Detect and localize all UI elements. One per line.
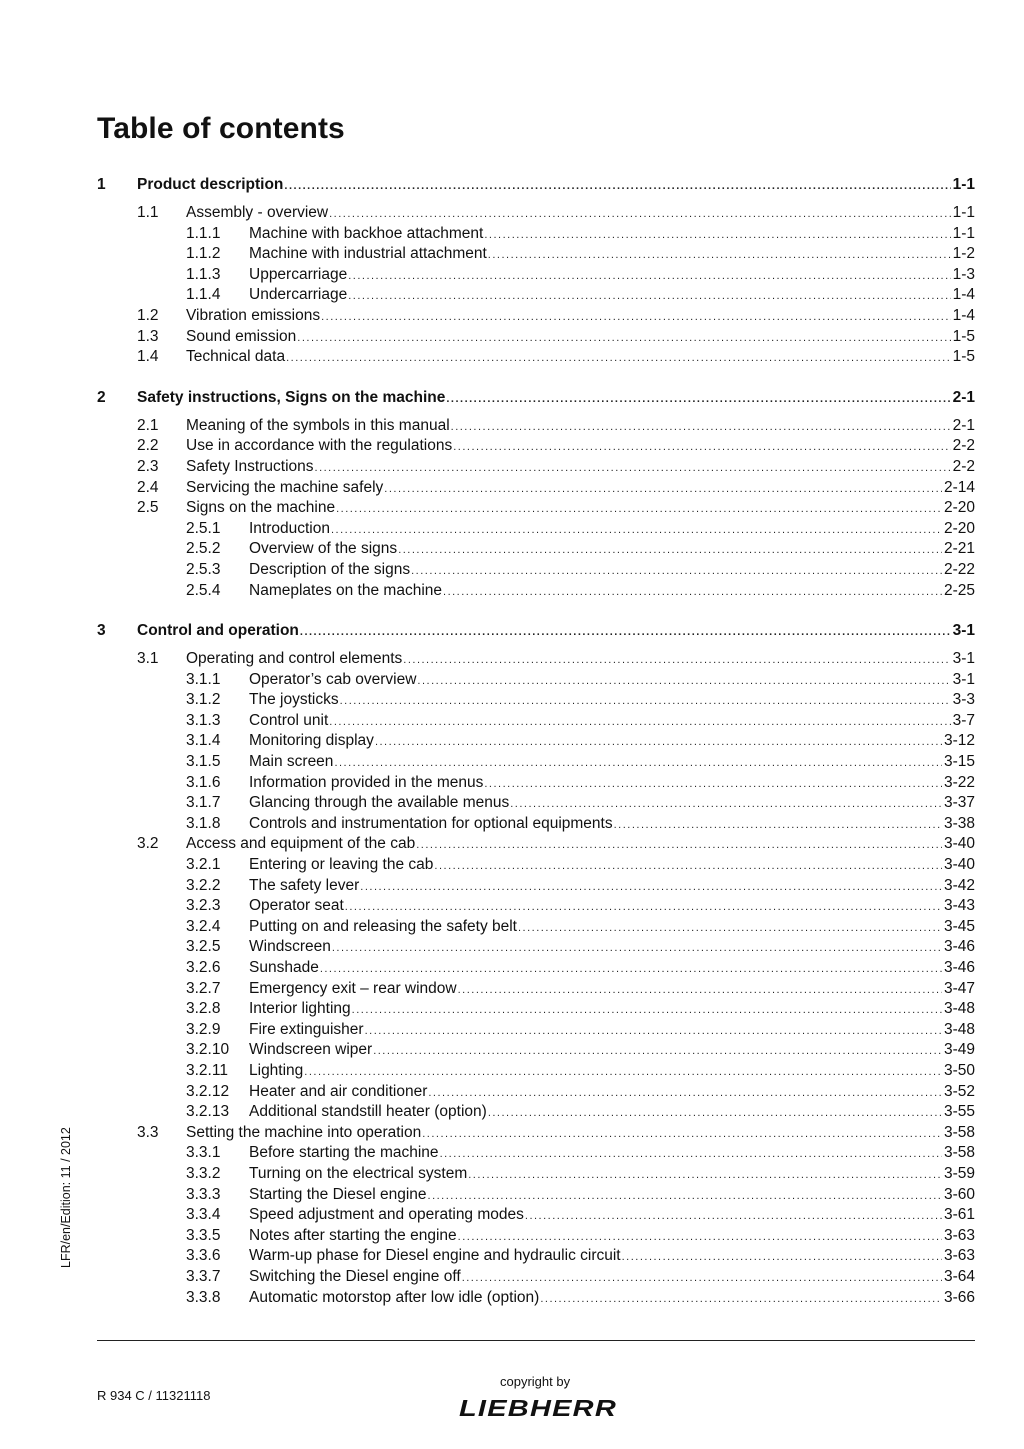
toc-dot-leader: [320, 963, 942, 975]
toc-dot-leader: [510, 798, 942, 810]
toc-page-number: 3-3: [952, 691, 975, 709]
toc-dot-leader: [403, 654, 950, 666]
toc-dot-leader: [340, 695, 951, 707]
toc-entry-row[interactable]: [97, 1206, 975, 1227]
toc-entry-number: 3.3.5: [186, 1226, 221, 1244]
liebherr-logo-text: LIEBHERR: [459, 1397, 617, 1419]
toc-entry-row[interactable]: [97, 225, 975, 246]
toc-page-number: 3-64: [943, 1267, 975, 1285]
toc-page-number: 2-20: [943, 519, 975, 537]
toc-entry-title: Fire extinguisher: [249, 1020, 364, 1038]
toc-entry-row[interactable]: [97, 794, 975, 815]
toc-entry-number: 3.1: [137, 650, 159, 668]
toc-entry-row[interactable]: [97, 1186, 975, 1207]
toc-dot-leader: [434, 860, 942, 872]
toc-entry-number: 3.3.3: [186, 1185, 221, 1203]
toc-entry-title: Warm-up phase for Diesel engine and hydraulic circuit: [249, 1247, 621, 1265]
toc-entry-number: 3.2.4: [186, 917, 221, 935]
toc-dot-leader: [384, 483, 942, 495]
toc-entry-title: Safety instructions, Signs on the machine: [137, 388, 446, 406]
toc-entry-title: Assembly - overview: [186, 204, 329, 221]
toc-entry-row[interactable]: [97, 540, 975, 561]
toc-dot-leader: [453, 441, 950, 453]
toc-page-number: 3-50: [943, 1061, 975, 1079]
toc-page-number: 3-1: [952, 650, 975, 668]
toc-dot-leader: [446, 393, 950, 405]
toc-dot-leader: [300, 626, 951, 638]
toc-entry-number: 3.2.2: [186, 876, 221, 894]
toc-entry-number: 3.2.5: [186, 938, 221, 956]
toc-entry-row[interactable]: [97, 1227, 975, 1248]
toc-entry-row[interactable]: [97, 561, 975, 582]
toc-entry-row[interactable]: [97, 980, 975, 1001]
toc-entry-number: 1.3: [137, 327, 159, 345]
toc-entry-number: 1.2: [137, 306, 159, 324]
toc-entry-number: 3.3.2: [186, 1164, 221, 1182]
toc-page-number: 1-5: [952, 327, 975, 345]
toc-page-number: 2-1: [952, 416, 975, 434]
toc-entry-title: Sound emission: [186, 327, 297, 345]
toc-entry-title: Machine with backhoe attachment: [249, 224, 484, 242]
toc-page-number: 3-48: [943, 1020, 975, 1038]
toc-entry-number: 3.3.7: [186, 1267, 221, 1285]
toc-entry-number: 3.1.1: [186, 670, 221, 688]
toc-dot-leader: [422, 1128, 942, 1140]
toc-entry-number: 1.4: [137, 348, 159, 366]
toc-page-number: 3-22: [943, 773, 975, 791]
toc-entry-number: 3.2.10: [186, 1041, 230, 1059]
toc-entry-number: 3.2.12: [186, 1082, 230, 1100]
toc-page-number: 3-7: [952, 711, 975, 729]
toc-dot-leader: [321, 311, 950, 323]
toc-entry-number: 2.5.4: [186, 581, 221, 599]
toc-entry-number: 3.1.4: [186, 732, 221, 750]
toc-entry-number: 1.1.3: [186, 265, 221, 283]
toc-entry-row[interactable]: [97, 307, 975, 328]
toc-entry-number: 2.5.2: [186, 540, 221, 558]
toc-dot-leader: [484, 778, 942, 790]
toc-entry-title: Interior lighting: [249, 1000, 351, 1018]
toc-entry-number: 2.4: [137, 478, 159, 496]
liebherr-logo: [458, 1397, 618, 1419]
toc-page-number: 3-46: [943, 959, 975, 976]
toc-entry-number: 3.1.8: [186, 814, 221, 832]
toc-entry-row[interactable]: [97, 959, 975, 980]
toc-entry-number: 3.1.2: [186, 691, 221, 709]
toc-page-number: 1-1: [952, 224, 975, 242]
toc-page-number: 3-59: [943, 1164, 975, 1182]
toc-entry-title: Before starting the machine: [249, 1144, 439, 1162]
toc-entry-title: Main screen: [249, 753, 334, 771]
toc-entry-title: Uppercarriage: [249, 265, 348, 283]
toc-entry-title: Operating and control elements: [186, 650, 403, 668]
toc-entry-title: Emergency exit – rear window: [249, 979, 457, 997]
toc-dot-leader: [373, 1045, 942, 1057]
toc-entry-number: 3.1.3: [186, 711, 221, 729]
toc-dot-leader: [411, 565, 942, 577]
toc-dot-leader: [525, 1210, 942, 1222]
document-id: R 934 C / 11321118: [97, 1388, 211, 1403]
toc-entry-row[interactable]: [97, 835, 975, 856]
toc-entry-row[interactable]: [97, 479, 975, 500]
toc-entry-row[interactable]: [97, 1268, 975, 1289]
toc-entry-number: 3.3.1: [186, 1144, 221, 1162]
page-title: Table of contents: [97, 112, 345, 145]
toc-dot-leader: [462, 1272, 942, 1284]
toc-entry-row[interactable]: [97, 1289, 975, 1310]
toc-dot-leader: [416, 839, 942, 851]
toc-entry-row[interactable]: [97, 712, 975, 733]
toc-chapter-row[interactable]: [97, 389, 975, 409]
toc-dot-leader: [417, 675, 950, 687]
toc-entry-title: Control and operation: [137, 622, 299, 640]
toc-dot-leader: [518, 922, 942, 934]
toc-entry-title: Notes after starting the engine: [249, 1226, 457, 1244]
toc-page-number: 3-58: [943, 1144, 975, 1162]
toc-dot-leader: [352, 1004, 942, 1016]
toc-entry-row[interactable]: [97, 856, 975, 877]
toc-entry-row[interactable]: [97, 918, 975, 939]
toc-entry-title: Windscreen wiper: [249, 1041, 373, 1059]
toc-page-number: 3-45: [943, 917, 975, 935]
toc-entry-number: 3.2.8: [186, 1000, 221, 1018]
toc-entry-number: 3.3: [137, 1123, 159, 1141]
toc-entry-title: Meaning of the symbols in this manual: [186, 416, 450, 434]
toc-chapter-row[interactable]: [97, 622, 975, 642]
toc-entry-number: 3.3.4: [186, 1206, 221, 1224]
toc-page-number: 3-61: [943, 1206, 975, 1224]
toc-dot-leader: [334, 757, 942, 769]
toc-page-number: 1-4: [952, 306, 975, 324]
toc-page-number: 3-48: [943, 1000, 975, 1018]
toc-entry-number: 3.3.8: [186, 1288, 221, 1306]
toc-page-number: 3-38: [943, 814, 975, 832]
footer-divider: [97, 1340, 975, 1341]
toc-entry-title: Undercarriage: [249, 286, 348, 304]
toc-dot-leader: [365, 1025, 942, 1037]
toc-entry-title: Glancing through the available menus: [249, 794, 510, 812]
toc-page-number: 3-49: [943, 1041, 975, 1059]
toc-entry-row[interactable]: [97, 1041, 975, 1062]
toc-entry-row[interactable]: [97, 691, 975, 712]
toc-dot-leader: [484, 229, 950, 241]
toc-entry-number: 1.1: [137, 204, 159, 221]
toc-entry-row[interactable]: [97, 328, 975, 349]
toc-entry-number: 2.5.1: [186, 519, 221, 537]
toc-page-number: 2-22: [943, 560, 975, 578]
toc-entry-title: Overview of the signs: [249, 540, 398, 558]
toc-entry-row[interactable]: [97, 1083, 975, 1104]
toc-entry-row[interactable]: [97, 582, 975, 603]
toc-entry-row[interactable]: [97, 1124, 975, 1145]
toc-entry-title: Access and equipment of the cab: [186, 835, 416, 853]
toc-page-number: 3-42: [943, 876, 975, 894]
toc-page-number: 3-46: [943, 938, 975, 956]
toc-entry-row[interactable]: [97, 815, 975, 836]
toc-dot-leader: [622, 1251, 942, 1263]
toc-entry-row[interactable]: [97, 1062, 975, 1083]
toc-page-number: 3-37: [943, 794, 975, 812]
toc-dot-leader: [614, 819, 942, 831]
toc-page-number: 1-1: [952, 176, 975, 193]
toc-page-number: 3-58: [943, 1123, 975, 1141]
toc-entry-title: Operator seat: [249, 897, 344, 915]
toc-entry-row[interactable]: [97, 753, 975, 774]
toc-entry-title: Sunshade: [249, 959, 319, 976]
toc-entry-number: 2.5: [137, 499, 159, 517]
toc-entry-title: Automatic motorstop after low idle (option): [249, 1288, 540, 1306]
toc-page-number: 1-2: [952, 245, 975, 263]
toc-dot-leader: [345, 901, 942, 913]
toc-dot-leader: [329, 716, 950, 728]
toc-entry-number: 3.2.3: [186, 897, 221, 915]
toc-entry-title: Control unit: [249, 711, 329, 729]
toc-entry-title: Setting the machine into operation: [186, 1123, 422, 1141]
toc-page-number: 2-20: [943, 499, 975, 517]
toc-page-number: 3-1: [952, 622, 975, 640]
toc-entry-title: Windscreen: [249, 938, 331, 956]
toc-entry-title: Monitoring display: [249, 732, 374, 750]
toc-page-number: 2-14: [943, 478, 975, 496]
toc-entry-title: Turning on the electrical system: [249, 1164, 468, 1182]
toc-dot-leader: [440, 1148, 942, 1160]
toc-dot-leader: [360, 881, 942, 893]
toc-entry-title: The safety lever: [249, 876, 360, 894]
toc-entry-number: 1.1.4: [186, 286, 221, 304]
toc-entry-row[interactable]: [97, 266, 975, 287]
toc-dot-leader: [375, 736, 942, 748]
toc-entry-title: Additional standstill heater (option): [249, 1103, 487, 1121]
toc-page-number: 3-63: [943, 1226, 975, 1244]
toc-entry-title: Entering or leaving the cab: [249, 856, 434, 874]
toc-page-number: 3-12: [943, 732, 975, 750]
toc-entry-title: Description of the signs: [249, 560, 411, 578]
toc-entry-row[interactable]: [97, 1021, 975, 1042]
toc-entry-row[interactable]: [97, 1247, 975, 1268]
toc-page-number: 2-2: [952, 437, 975, 455]
toc-page-number: 1-3: [952, 265, 975, 283]
toc-dot-leader: [315, 462, 951, 474]
toc-dot-leader: [284, 180, 950, 192]
toc-entry-number: 2.2: [137, 437, 159, 455]
toc-entry-number: 3.1.6: [186, 773, 221, 791]
toc-entry-title: Nameplates on the machine: [249, 581, 443, 599]
toc-entry-number: 3.2.7: [186, 979, 221, 997]
toc-entry-number: 1.1.2: [186, 245, 221, 263]
toc-entry-title: Heater and air conditioner: [249, 1082, 428, 1100]
toc-entry-title: Starting the Diesel engine: [249, 1185, 427, 1203]
toc-entry-number: 2: [97, 388, 106, 406]
toc-dot-leader: [458, 1231, 942, 1243]
toc-entry-number: 2.5.3: [186, 560, 221, 578]
toc-entry-row[interactable]: [97, 877, 975, 898]
toc-page-number: 3-40: [943, 856, 975, 874]
toc-entry-number: 3.1.7: [186, 794, 221, 812]
toc-page-number: 3-40: [943, 835, 975, 853]
toc-page-number: 3-66: [943, 1288, 975, 1306]
copyright-label: copyright by: [500, 1374, 571, 1389]
toc-dot-leader: [286, 352, 951, 364]
toc-entry-row[interactable]: [97, 458, 975, 479]
toc-dot-leader: [348, 270, 950, 282]
toc-entry-row[interactable]: [97, 650, 975, 671]
toc-page-number: 2-2: [952, 457, 975, 475]
toc-entry-title: Switching the Diesel engine off: [249, 1267, 461, 1285]
toc-entry-title: Introduction: [249, 519, 330, 537]
toc-page-number: 3-15: [943, 753, 975, 771]
toc-entry-number: 3.2.13: [186, 1103, 230, 1121]
toc-dot-leader: [468, 1169, 942, 1181]
toc-entry-title: The joysticks: [249, 691, 339, 709]
toc-dot-leader: [428, 1087, 942, 1099]
toc-entry-number: 3: [97, 622, 106, 640]
toc-page-number: 2-25: [943, 581, 975, 599]
toc-entry-row[interactable]: [97, 417, 975, 438]
toc-entry-title: Machine with industrial attachment: [249, 245, 487, 263]
toc-dot-leader: [336, 503, 942, 515]
toc-entry-number: 3.2.6: [186, 959, 221, 976]
toc-dot-leader: [297, 332, 950, 344]
toc-page-number: 3-1: [952, 670, 975, 688]
toc-entry-number: 3.2: [137, 835, 159, 853]
toc-dot-leader: [304, 1066, 942, 1078]
toc-entry-row[interactable]: [97, 1165, 975, 1186]
toc-entry-number: 3.2.9: [186, 1020, 221, 1038]
toc-dot-leader: [332, 942, 942, 954]
edition-side-label: LFR/en/Edition: 11 / 2012: [59, 1127, 73, 1268]
toc-page-number: 1-4: [952, 286, 975, 304]
toc-page-number: 1-1: [952, 204, 975, 221]
toc-page-number: 3-52: [943, 1082, 975, 1100]
toc-entry-title: Safety Instructions: [186, 457, 314, 475]
toc-entry-title: Putting on and releasing the safety belt: [249, 917, 517, 935]
toc-dot-leader: [443, 586, 942, 598]
toc-dot-leader: [540, 1293, 942, 1305]
toc-entry-number: 3.2.11: [186, 1061, 228, 1079]
toc-entry-title: Product description: [137, 176, 284, 193]
toc-entry-number: 2.1: [137, 416, 159, 434]
toc-entry-number: 3.3.6: [186, 1247, 221, 1265]
toc-entry-row[interactable]: [97, 1144, 975, 1165]
table-of-contents: [97, 176, 975, 1309]
toc-entry-number: 3.1.5: [186, 753, 221, 771]
toc-entry-row[interactable]: [97, 1000, 975, 1021]
toc-entry-row[interactable]: [97, 520, 975, 541]
toc-entry-row[interactable]: [97, 437, 975, 458]
toc-entry-title: Use in accordance with the regulations: [186, 437, 453, 455]
toc-entry-title: Operator’s cab overview: [249, 670, 417, 688]
toc-dot-leader: [348, 290, 950, 302]
toc-entry-row[interactable]: [97, 348, 975, 369]
toc-dot-leader: [428, 1190, 942, 1202]
toc-dot-leader: [331, 524, 942, 536]
toc-page-number: 3-43: [943, 897, 975, 915]
toc-entry-title: Controls and instrumentation for optional equipments: [249, 814, 613, 832]
toc-entry-number: 1.1.1: [186, 224, 221, 242]
toc-entry-title: Vibration emissions: [186, 306, 321, 324]
toc-entry-number: 1: [97, 176, 106, 193]
toc-entry-title: Signs on the machine: [186, 499, 336, 517]
toc-page-number: 2-21: [943, 540, 975, 558]
toc-entry-row[interactable]: [97, 245, 975, 266]
toc-page-number: 3-60: [943, 1185, 975, 1203]
toc-entry-row[interactable]: [97, 499, 975, 520]
toc-entry-row[interactable]: [97, 897, 975, 918]
toc-entry-row[interactable]: [97, 774, 975, 795]
toc-page-number: 3-47: [943, 979, 975, 997]
toc-page-number: 3-55: [943, 1103, 975, 1121]
toc-entry-row[interactable]: [97, 732, 975, 753]
toc-entry-title: Information provided in the menus: [249, 773, 484, 791]
toc-dot-leader: [451, 421, 951, 433]
toc-dot-leader: [458, 984, 942, 996]
toc-entry-number: 2.3: [137, 457, 159, 475]
toc-entry-title: Technical data: [186, 348, 286, 366]
toc-entry-row[interactable]: [97, 286, 975, 307]
toc-entry-row[interactable]: [97, 671, 975, 692]
toc-chapter-row[interactable]: [97, 176, 975, 196]
toc-entry-row[interactable]: [97, 204, 975, 225]
toc-page-number: 3-63: [943, 1247, 975, 1265]
toc-entry-title: Speed adjustment and operating modes: [249, 1206, 524, 1224]
toc-entry-row[interactable]: [97, 1103, 975, 1124]
toc-page-number: 1-5: [952, 348, 975, 366]
toc-dot-leader: [488, 249, 951, 261]
toc-entry-title: Servicing the machine safely: [186, 478, 384, 496]
toc-entry-number: 3.2.1: [186, 856, 221, 874]
toc-entry-title: Lighting: [249, 1061, 304, 1079]
toc-page-number: 2-1: [952, 388, 975, 406]
toc-dot-leader: [488, 1107, 942, 1119]
toc-dot-leader: [329, 208, 950, 220]
toc-entry-row[interactable]: [97, 938, 975, 959]
toc-dot-leader: [398, 544, 942, 556]
